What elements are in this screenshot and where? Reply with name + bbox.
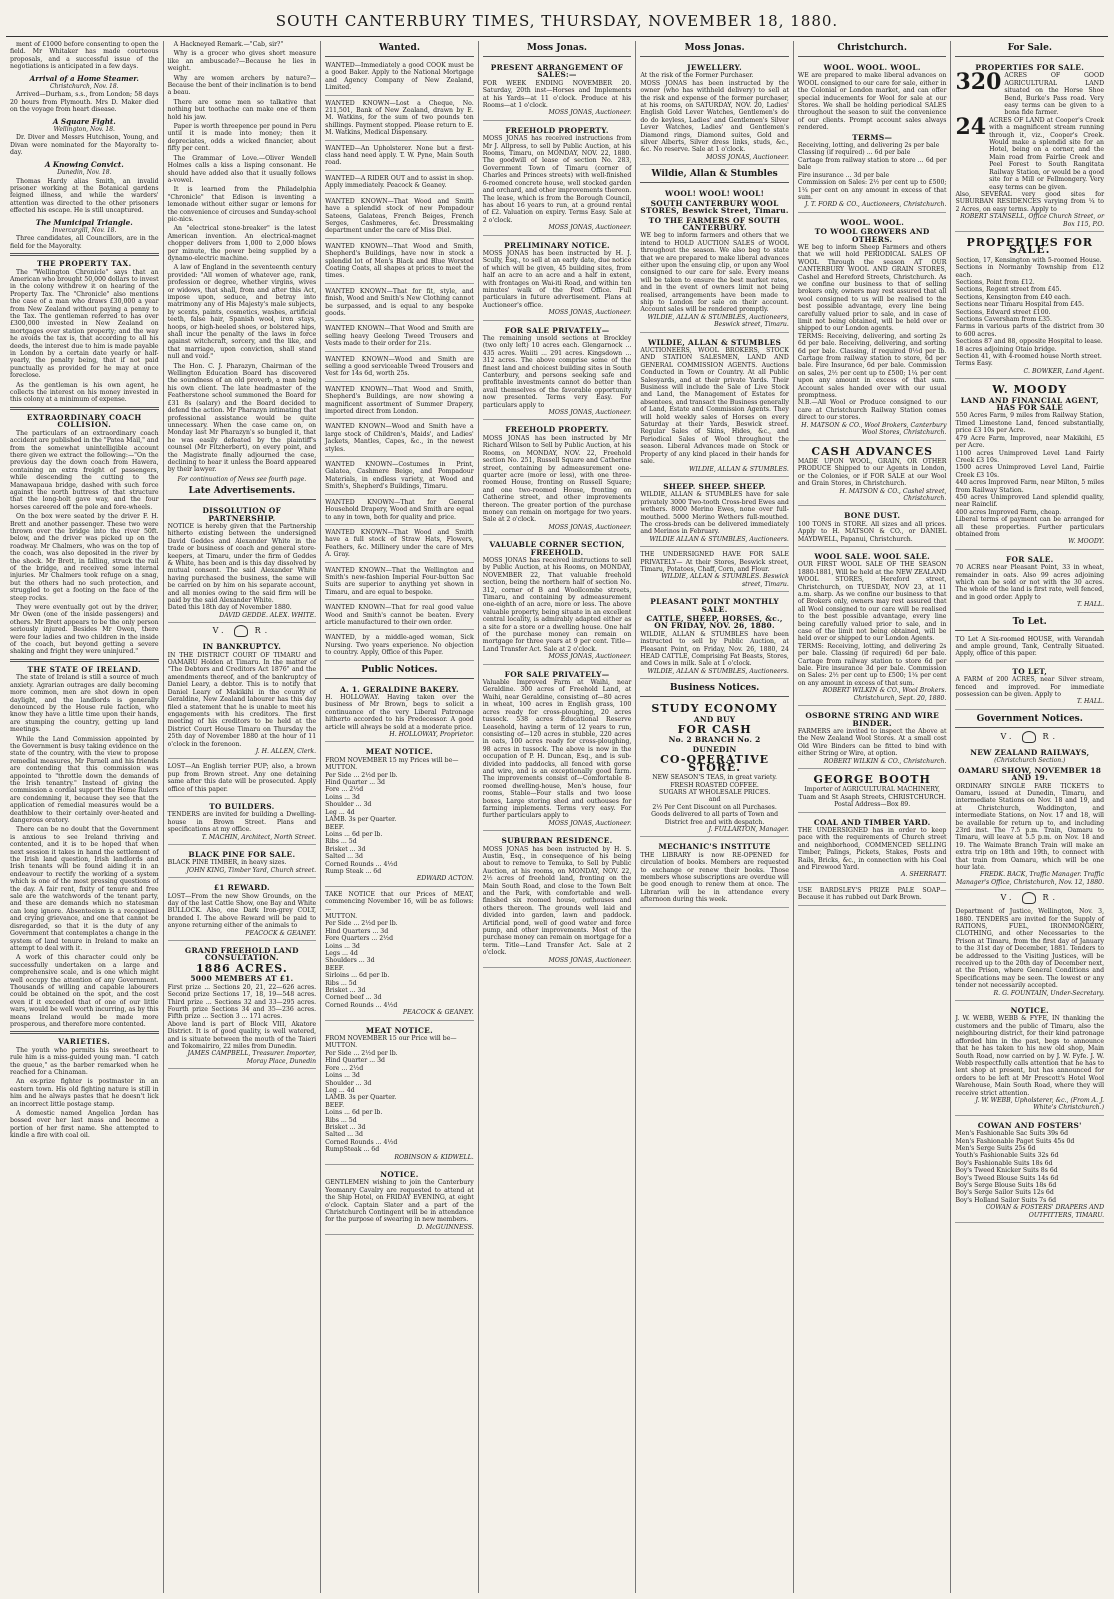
auction-ad-title: FOR SALE PRIVATELY— bbox=[504, 325, 610, 335]
ad-matson-wool: WOOL. WOOL. TO WOOL GROWERS AND OTHERS. WE beg to inform Sheep Farmers and others that we will hold PERIODICAL SALES OF WOOL Through the season AT OUR CANTERBURY WOOL AND GRAIN STORES, Cashel and Hereford Streets, Christchurch. As we confine our business to that of selling brokers only, owners may rest assured that all wool consigned to us will be realised to the best possible advantage, every line being carefully valued prior to sale, and in case of limit not being obtained, will be held over or shipped to our London agents. TERMS: Receiving, delivering, and sorting 2s 6d per bale. Receiving, delivering, and sorting 6d per bale. Classing, if required 0½d per lb. Cartage from railway station to store, 6d per bale. Fire Insurance, 6d per bale. Commission on sales, 2½ per cent up to £500; 1¼ per cent upon any amount in excess of that sum. Account sales handed over with our usual promptness. N.B.—All Wool or Produce consigned to our care at Christchurch Railway Station comes direct to our stores. H. MATSON & CO., Wool Brokers, Canterbury Wool Stores, Christchurch. bbox=[798, 215, 947, 441]
paragraph: The particulars of an extraordinary coach accident are published in the "Patea Mail," and from the somewhat unintelligible account there given we extract the following:—"On the previous day the down coach from Hawera, containing an extra freight of passengers, while descending the cutting to the Manawapaua bridge, dashed with such force against the north buttress of that structure that the long-bolt gave way, and the four horses careered off the pole and fore-wheels. bbox=[10, 429, 159, 511]
ad-sheep: SHEEP. SHEEP. SHEEP. WILDIE, ALLAN & STUMBLES have for sale privately 3000 Two-tooth Cross-bred Ewes and wethers. 8000 Merino Ewes, none over full-mouthed. 5000 Merino Wethers full-mouthed. The cross-breds can be delivered immediately and Merinos in February. WILDIE ALLAN & STUMBLES, Auctioneers. bbox=[640, 479, 789, 547]
ad-wool-stores: WOOL! WOOL! WOOL! SOUTH CANTERBURY WOOL STORES, Beswick Street, Timaru. TO THE FARMERS OF SOUTH CANTERBURY. WE beg to inform farmers and others that we intend to HOLD AUCTION SALES of WOOL throughout the season. We also beg to state that we are prepared to make liberal advances either upon the ensuing clip, or upon any Wool consigned to our care for sale. Every means will be taken to ensure the best market rates, and in the event of owners limit not being realised, arrangements have been made to ship to London for sale on their account. Account sales will be rendered promptly. WILDIE, ALLAN & STUMBLES, Auctioneers, Beswick street, Timaru. bbox=[640, 186, 789, 332]
auction-ad-body: MOSS JONAS has been instructed by H. S. Austin, Esq., in consequence of his being about to remove to Temuka, to Sell by Public Auction, at his rooms, on MONDAY, NOV. 22, 2½ acres of freehold land, fronting on the Main South Road, and close to the Town Belt and the Park, with comfortable and well-finished six roomed house, outhouses and others thereon. The grounds well laid and divided into garden, lawn and paddock. Artificial pond, well of good water and force pump, and other improvements. Most of the purchase money can remain on mortgage for a term. Title—Land Transfer Act. Sale at 2 o'clock. bbox=[482, 845, 632, 957]
jotting-paragraph: It is learned from the Philadelphia "Chronicle" that Edison is inventing a lemonade without either sugar or lemons for the convenience of circuses and Sunday-school pic-nics. bbox=[167, 186, 317, 223]
jotting-paragraph: A law of England in the seventeenth century provided: "All women of whatever age, rank, profession or degree, whether virgins, wives or widows, that shall, from and after this Act, impose upon, seduce, and betray into matrimony any of His Majesty's male subjects, by scents, paints, cosmetics, washes, artificial teeth, false hair, Spanish wool, iron stays, hoops, or high-heeled shoes, or bolstered hips, shall incur the penalty of the laws in force against witchcraft, sorcery, and the like, and that marriage, upon conviction, shall stand null and void." bbox=[167, 264, 317, 361]
ad-osborne-binder: OSBORNE STRING AND WIRE BINDER. FARMERS are invited to inspect the Above at the New Zealand Wool Stores. At a small cost Old Wire Binders can be fitted to bind with either String or Wire, at option. ROBERT WILKIN & CO., Christchurch. bbox=[798, 708, 947, 769]
ireland-body bbox=[10, 674, 159, 1028]
christchurch-header: Christchurch. bbox=[798, 41, 947, 57]
section-text: Three candidates, all Councillors, are in the field for the Mayoralty. bbox=[10, 235, 159, 250]
ad-yeomanry: NOTICE. GENTLEMEN wishing to join the Canterbury Yeomanry Cavalry are requested to attend at the Ship Hotel, on FRIDAY EVENING, at eight o'clock. Captain Slater and a part of the Christchurch Contingent will be in attendance for the purpose of swearing in new members. D. McGUINNESS. bbox=[325, 1167, 474, 1235]
auction-ad-title: FREEHOLD PROPERTY. bbox=[505, 125, 609, 135]
wanted-ad-text: WANTED KNOWN—Wood and Smith have a large stock of Children's, Maids', and Ladies' Jackets, Mantles, Capes, &c., in the newest styles. bbox=[325, 423, 474, 453]
royal-arms-3: V. R. bbox=[1000, 893, 1060, 903]
section-dateline: Invercargill, Nov. 18. bbox=[52, 226, 117, 234]
paragraph: They were eventually got out by the driver, Mr Owen (one of the inside passengers) and others. Mr Brett appears to be the only person seriously injured. Besides Mr Owen, there were four ladies and two children in the inside of the coach, but beyond getting a severe shaking and fright they were uninjured." bbox=[10, 604, 159, 656]
ad-bone-dust: BONE DUST. 100 TONS in STORE. All sizes and all prices. Apply to H. MATSON & CO., or DANIEL MAYDWELL, Papanui, Christchurch. bbox=[798, 508, 947, 547]
paragraph: There can be no doubt that the Government is anxious to see Ireland thriving and contented, and it is to be hoped that when next session it takes in hand the settlement of the Irish land question, Irish landlords and Irish tenants will be found aiding it in an endeavour to rectify the working of a system which is one of the most pressing questions of the day. A fair rent, fixity of tenure and free sale are the watchwords of the tenant party, and these are demands which no statesman can long ignore. Absenteeism is a recognised and crying grievance, and one that cannot be disregarded, so that it is the duty of any Government that contemplates a change in the system of land tenure in Ireland to make an attempt to deal with it. bbox=[10, 826, 159, 952]
ad-hall-sale: FOR SALE. 70 ACRES near Pleasant Point, 33 in wheat, remainder in oats. Also 99 acres adjoining which can be sold or not with the 30 acres. The whole of the land is first rate, well fenced, and in good order. Apply to T. HALL. bbox=[955, 552, 1104, 613]
intro-text: ment of £1000 before consenting to open the field. Mr Whitaker has made courteous proposals, and a successful issue of the negotiations is anticipated in a few days. bbox=[10, 41, 159, 71]
auction-ad bbox=[483, 60, 632, 121]
wanted-ad-text: WANTED—A RIDER OUT and to assist in shop. Apply immediately. Peacock & Geaney. bbox=[325, 174, 474, 190]
wanted-ad bbox=[325, 459, 474, 495]
wanted-ad-text: WANTED KNOWN—That for General Household Drapery, Wood and Smith are equal to any in town, both for quality and price. bbox=[325, 498, 474, 521]
paragraph: A domestic named Angelica Jordan has bossed over her last mass and become a portion of her first name. She attempted to kindle a fire with coal oil. bbox=[10, 1110, 159, 1140]
royal-arms: V. R. bbox=[212, 626, 272, 636]
ad-ford-wool: WOOL. WOOL. WOOL. WE are prepared to make liberal advances on WOOL consigned to our care for sale, either in the Colonial or London market, and can offer special inducements for Wool for sale at our Stores. We shall be holding periodical SALES throughout the season to suit the convenience of our clients. Prompt account sales always rendered. TERMS— Receiving, lotting, and delivering 2s per bale Classing (if required) ... 6d per bale Cartage from railway station to store ... 6d per bale Fire insurance ... 3d per bale Commission on Sales: 2½ per cent up to £500; 1¼ per cent on any amount in excess of that sum. J. T. FORD & CO., Auctioneers, Christchurch. bbox=[798, 60, 947, 213]
coach-body bbox=[10, 430, 159, 656]
paragraph: The state of Ireland is still a source of much anxiety. Agrarian outrages are daily becoming more common, men are shot down in open daylight, and the landlords is generally denounced by the House rule faction, who know they have a little time upon their hands, are stumping the country, getting up land meetings. bbox=[10, 674, 159, 734]
moss-jonas-header-2: Moss Jonas. bbox=[640, 41, 789, 57]
wanted-ad bbox=[325, 565, 474, 601]
section-dateline: Wellington, Nov. 18. bbox=[53, 126, 115, 134]
wanted-ad-text: WANTED KNOWN—That Wood and Smith have a splendid stock of new Pompadour Sateens, Galateas, French Beiges, French Serges, Cashmeres, &c. Dressmaking department under the care of Miss Diel. bbox=[325, 197, 474, 235]
crest-icon bbox=[1022, 892, 1036, 904]
column-7 bbox=[951, 41, 1108, 1593]
wanted-ad-text: WANTED KNOWN—That the Wellington and Smith's new-fashion Imperial Four-button Sac Suits are superior to anything yet shown in Timaru, and are equal to bespoke. bbox=[325, 566, 474, 596]
wanted-ad-text: WANTED—Immediately a good COOK must be a good Baker. Apply to the National Mortgage and Agency Company of New Zealand, Limited. bbox=[325, 62, 474, 92]
auction-ad-title: SUBURBAN RESIDENCE. bbox=[501, 836, 613, 846]
public-notices-header: Public Notices. bbox=[325, 663, 474, 679]
auction-ad-title: FOR SALE PRIVATELY— bbox=[504, 669, 610, 679]
varieties-title: VARIETIES. bbox=[58, 1037, 111, 1047]
column-3 bbox=[321, 41, 479, 1593]
auction-ad-body: MOSS JONAS has been instructed by Mr Richard Wilson to Sell by Public Auction, at his Rooms, on MONDAY, NOV. 22, Freehold section No. 251, Russell Square and Catherine street, containing by admeasurement one-quarter acre (more or less), with one three-roomed House, fronting on Russell Square; and one two-roomed House, fronting on Catherine street, and other improvements thereon. The greater portion of the purchase money can remain on mortgage for two years. Sale at 2 o'clock. bbox=[482, 434, 632, 524]
wanted-ad bbox=[325, 98, 474, 141]
ad-lost-pup: LOST—An English terrier PUP; also, a brown pup from Brown street. Any one detaining same after this date will be prosecuted. Apply office of this paper. bbox=[168, 761, 317, 797]
ad-to-let-farm: TO LET, A FARM of 200 ACRES, near Silver stream, fenced and improved. For immediate possession can be given. Apply to T. HALL. bbox=[955, 664, 1104, 710]
auction-ad bbox=[483, 422, 632, 535]
telegram-sections bbox=[10, 75, 159, 251]
section-title: Arrival of a Home Steamer. bbox=[29, 73, 139, 83]
wildie-header: Wildie, Allan & Stumbles bbox=[640, 167, 789, 183]
column-1 bbox=[6, 41, 164, 1593]
wanted-ad-text: WANTED KNOWN—That Wood and Smith, Shepherd's Buildings, are now showing a magnificent assortment of Summer Drapery, imported direct from London. bbox=[325, 385, 474, 416]
ad-bowker-properties: PROPERTIES FOR SALE. Section, 17, Kensington with 5-roomed House. Sections in Normanby Township from £12 each. Sections, Point from £12. Sections, Regent street from £45. Sections, Kensington from £40 each. Sections near Timaru Hospital from £45. Sections, Edward street £100. Sections Caversham from £35. Farms in various parts of the district from 30 to 600 acres. Sections 87 and 88, opposite Hospital to lease. 18 acres adjoining Otaio bridge. Section 41, with 4-roomed house North street. Terms Easy. C. BOWKER, Land Agent. bbox=[955, 234, 1104, 379]
auction-ad-signature: MOSS JONAS, Auctioneer. bbox=[548, 409, 632, 417]
auction-ad-body: MOSS JONAS has received instructions from Mr J. Allpress, to sell by Public Auction, at his Rooms, Timaru, on MONDAY, NOV. 22, 1880. The goodwill of lease of section No. 283, Government Town of Timaru (corner of Charles and Princes streets) with well-finished 6-roomed concrete house, well stocked garden and orchard, and other improvements thereon. The lease, which is from the Borough Council, has about 16 years to run, at a ground rental of £2. Valuation on expiry. Terms Easy. Sale at 2 o'clock. bbox=[482, 135, 632, 224]
wanted-ad bbox=[325, 286, 474, 322]
paragraph: As the gentleman is his own agent, he collects the interest on his money invested in this colony at a minimum of expense. bbox=[10, 381, 159, 404]
wanted-ad bbox=[325, 527, 474, 563]
continuation-note: For continuation of News see fourth page. bbox=[177, 475, 307, 483]
ad-grand-consultation: GRAND FREEHOLD LAND CONSULTATION. 1886 ACRES. 5000 MEMBERS AT £1. First prize ... Sections 20, 21, 22—626 acres. Second prize Sections 17, 18, 19—548 acres. Third prize ... Sections 32 and 33—295 acres. Fourth prize Sections 34 and 35—236 acres. Fifth prize ... Section 3 ... 171 acres. Above land is part of Block VIII, Akatore District. It is of good quality, is well watered, and is situate between the mouth of the Taieri and Tokomairiro, 22 miles from Dunedin. JAMES CAMPBELL, Treasurer. Importer, Moray Place, Dunedin bbox=[168, 943, 317, 1069]
wanted-ad bbox=[325, 602, 474, 630]
crest-icon bbox=[234, 625, 248, 637]
wanted-ad bbox=[325, 384, 474, 420]
ad-mechanics-institute: MECHANIC'S INSTITUTE THE LIBRARY is now RE-OPENED for circulation of books. Members are requested to exchange or renew their books. Those members whose subscriptions are overdue will be good enough to renew them at once. The Librarian will be in attendance every afternoon during this week. bbox=[640, 839, 789, 907]
wanted-ad bbox=[325, 421, 474, 457]
wanted-ad-text: WANTED, by a middle-aged woman, Sick Nursing. Two years experience. No objection to country. Apply, Office of this Paper. bbox=[325, 634, 474, 657]
ad-meat-robinson: MEAT NOTICE. FROM NOVEMBER 15 our Price will be— MUTTON. Per Side ... 2½d per lb. Hind Quarter ... 3d Fore ... 2½d Loins ... 3d Shoulder ... 3d Leg ... 4d LAMB. 3s per Quarter. BEEF. Loins ... 6d per lb. Ribs ... 5d Brisket ... 3d Salted ... 3d Corned Rounds ... 4½d RumpSteak ... 6d ROBINSON & KIDWELL. bbox=[325, 1023, 474, 1165]
auction-ad bbox=[483, 537, 632, 665]
auction-ad-signature: MOSS JONAS, Auctioneer. bbox=[548, 309, 632, 317]
auction-ad-body: FOR WEEK ENDING NOVEMBER 20. Saturday, 20th inst—Horses and Implements at his Yards—at 11 o'clock. Produce at his Rooms—at 1 o'clock. bbox=[482, 79, 632, 110]
wanted-ads bbox=[325, 60, 474, 661]
auction-ad-title: FREEHOLD PROPERTY. bbox=[505, 425, 609, 435]
wanted-ad-text: WANTED—An Upholsterer. None but a first-class hand need apply. T. W. Pyne, Main South road. bbox=[325, 144, 474, 167]
wanted-ad bbox=[325, 196, 474, 239]
jotting-paragraph: A Hackneyed Remark.—"Cab, sir?" bbox=[173, 41, 284, 48]
auction-ad bbox=[483, 833, 632, 968]
auction-ad-title: PRELIMINARY NOTICE. bbox=[504, 240, 610, 250]
paragraph: While the Land Commission appointed by the Government is busy taking evidence on the state of the country, with the view to propose remedial measures, Mr Parnell and his friends are contending that this commission was appointed to "throttle down the demands of the Irish tenantry." Instead of giving the commission a cordial support the Home Rulers are condemning it, because they see that the application of remedial measures would be a deathblow to their certainly over-heated and dangerous oratory. bbox=[10, 735, 159, 824]
ad-coal-timber: COAL AND TIMBER YARD. THE UNDERSIGNED has in order to keep pace with the requirements of Church street and neighborhood, COMMENCED SELLING Timber, Palings, Pickets, Stakes, Posts and Rails, Bricks, &c., in connection with his Coal and Firewood Yard. A. SHERRATT. bbox=[798, 815, 947, 883]
ad-jewellery: JEWELLERY. At the risk of the Former Purchaser. MOSS JONAS has been instructed by the owner (who has withheld delivery) to sell at the risk and expense of the former purchaser, at his rooms, on SATURDAY, NOV. 20, Ladies' English Gold Lever Watches, Gentlemen's do do do keyless, Ladies' and Gentlemen's Silver Lever Watches, Ladies' and Gentlemen's Diamond rings, Diamond suites, Gold and silver Alberts, Silver dress links, studs, &c., &c. No reserve. Sale at 1 o'clock. MOSS JONAS, Auctioneer. bbox=[640, 60, 789, 165]
crest-icon bbox=[1022, 731, 1036, 743]
auction-ad-signature: MOSS JONAS, Auctioneer. bbox=[548, 956, 632, 964]
section-title: A Knowing Convict. bbox=[44, 159, 124, 169]
paragraph: A work of this character could only be successfully undertaken on a large and comprehensive scale, and is one which might well occupy the attention of any Government. Thousands of willing and capable labourers could be obtained on the spot, and the cost even if it exceeded that of one of our little wars, would be well worth incurring, as by this means Ireland would be made more prosperous, and therefore more contented. bbox=[10, 954, 159, 1028]
wanted-ad-text: WANTED KNOWN—That Wood and Smith have a full stock of Straw Hats, Flowers, Feathers, &c. Millinery under the care of Mrs A. Gray. bbox=[325, 528, 474, 559]
ad-soap: USE BARDSLEY'S PRIZE PALE SOAP—Because it has rubbed out Dark Brown. bbox=[798, 885, 947, 906]
coach-title: EXTRAORDINARY COACH COLLISION. bbox=[26, 412, 142, 430]
auction-ad bbox=[483, 123, 632, 236]
auction-ad-signature: MOSS JONAS, Auctioneer. bbox=[548, 523, 632, 531]
jottings bbox=[168, 41, 317, 474]
column-2 bbox=[164, 41, 322, 1593]
section-title: A Square Fight. bbox=[52, 116, 116, 126]
business-notices-header: Business Notices. bbox=[640, 681, 789, 697]
ad-george-booth: GEORGE BOOTH Importer of AGRICULTURAL MACHINERY, Tuam and St Asaph Streets, CHRISTCHURCH. Postal Address—Box 89. bbox=[798, 771, 947, 813]
government-notices-header: Government Notices. bbox=[955, 712, 1104, 728]
moss-jonas-ads bbox=[483, 60, 632, 968]
auction-ad-signature: MOSS JONAS, Auctioneer. bbox=[548, 109, 632, 117]
divider bbox=[10, 407, 159, 410]
paragraph: The "Wellington Chronicle" says that an American who brought 50,000 dollars to invest in the colony withdrew it on hearing of the Property Tax. The "Chronicle" also mentions the case of a man who draws £30,000 a year from New Zealand without paying a penny to the Tax. The gentleman referred to has over £300,000 invested in New Zealand on mortgages over station property; and the way he avoids the tax is, that according to all his deeds, the interest due to him is made payable in London by a certain date yearly or half-yearly, the penalty being, that if not paid punctually as provided for he may at once foreclose. bbox=[10, 268, 159, 380]
ad-stansell-properties: PROPERTIES FOR SALE. 320 ACRES OF GOOD AGRICULTURAL LAND situated on the Horse Shoe Bend, Burke's Pass road. Very easy terms can be given to a bona fide farmer. 24 ACRES OF LAND at Cooper's Creek with a magnificent stream running through it, viz., Cooper's Creek. Would make a splendid site for an Hotel, being on a corner, and the Main road from Fairlie Creek and Peel Forest to South Rangitata Railway Station, or would be a good site for a Mill or Fellmongery. Very easy terms can be given. Also, SEVERAL very good sites for SUBURBAN RESIDENCES varying from ¼ to 2 Acres, on easy terms. Apply to ROBERT STANSELL, Office Church Street, or Box 115, P.O. bbox=[955, 60, 1104, 232]
jotting-paragraph: Paper is worth threepence per pound in Peru until it is made into money; then it depreciates, odds a wicked financier, about fifty per cent. bbox=[167, 123, 317, 153]
ad-produce: THE UNDERSIGNED HAVE FOR SALE PRIVATELY— At their Stores, Beswick street, Timaru, Potatoes, Chaff, Corn, and Flour. WILDIE, ALLAN & STUMBLES. Beswick street, Timaru. bbox=[640, 549, 789, 592]
ad-bankruptcy: IN BANKRUPTCY. IN THE DISTRICT COURT OF TIMARU and OAMARU Holden at Timaru. In the matter of "The Debtors and Creditors Act 1876" and the amendments thereof, and of the bankruptcy of Daniel Leary, a debtor. This is to notify that Daniel Leary of Makikihi in the county of Geraldine, New Zealand labourer has this day filed a statement that he is unable to meet his engagements with his creditors. The first meeting of his creditors to be held at the District Court House Timaru on Thursday the 25th day of November 1880 at the hour of 11 o'clock in the forenoon. J. H. ALLEN, Clerk. bbox=[168, 639, 317, 759]
auction-ad bbox=[483, 238, 632, 321]
varieties-body bbox=[10, 1047, 159, 1140]
ireland-title: THE STATE OF IRELAND. bbox=[27, 664, 142, 674]
section-dateline: Dunedin, Nov. 18. bbox=[57, 169, 112, 177]
ad-railways: NEW ZEALAND RAILWAYS, (Christchurch Section.) OAMARU SHOW, NOVEMBER 18 AND 19. ORDINARY SINGLE FARE TICKETS to Oamaru, issued at Dunedin, Timaru, and intermediate Stations on Nov. 18 and 19, and at Christchurch, Waddington, and intermediate Stations, on Nov. 17 and 18, will be available for return up to, and including 23rd inst. The 7.5 p.m. Train, Oamaru to Timaru, will leave at 5.5 p.m. on Nov. 18 and 19. The Waimate Branch Train will make an extra trip on 18th and 19th, to connect with that train from Oamaru, which will be one hour late. FREDK. BACK, Traffic Manager. Traffic Manager's Office, Christchurch, Nov. 12, 1880. bbox=[955, 745, 1104, 890]
divider bbox=[10, 253, 159, 256]
auction-ad-body: MOSS JONAS has been instructed by H. J. Scully, Esq., to sell at an early date, due notice of which will be given, 45 building sites, from half an acre to an acre and a half in extent, with frontages on Wai-iti Road, and within ten minutes' walk of the Post Office. Full particulars in future advertisement. Plans at Auctioneer's office. bbox=[482, 249, 632, 309]
ad-to-let-house: TO Let A Six-roomed HOUSE, with Verandah and ample ground, Tank, Centrally Situated. Apply, office of this paper. bbox=[955, 634, 1104, 662]
divider bbox=[10, 1031, 159, 1034]
wanted-ad bbox=[325, 241, 474, 284]
wanted-ad-text: WANTED KNOWN—Wood and Smith are selling a good serviceable Tweed Trousers and Vest for 14s 6d, worth 25s. bbox=[325, 355, 474, 378]
divider bbox=[10, 659, 159, 662]
ad-pleasant-point: PLEASANT POINT MONTHLY SALE. CATTLE, SHEEP, HORSES, &c., ON FRIDAY, NOV. 26, 1880. WILDIE, ALLAN & STUMBLES have been instructed to sell by Public Auction, at Pleasant Point, on Friday, Nov. 26, 1880, 24 HEAD CATTLE, Comprising Fat Beasts, Stores, and Cows in milk. Sale at 1 o'clock. WILDIE, ALLAN & STUMBLES, Auctioneers. bbox=[640, 594, 789, 679]
wanted-ad-text: WANTED KNOWN—Costumes in Print, Galatea, Cashmere Beige, and Pompadour Materials, in endless variety, at Wood and Smith's, Shepherd's Buildings, Timaru. bbox=[325, 461, 474, 491]
auction-ad-title: PRESENT ARRANGEMENT OF SALES:— bbox=[490, 63, 624, 80]
wanted-ad-text: WANTED KNOWN—That for fit, style, and finish, Wood and Smith's New Clothing cannot be surpassed, and is equal to any bespoke goods. bbox=[325, 287, 474, 317]
ad-wool-sale: WOOL SALE. WOOL SALE. OUR FIRST WOOL SALE OF THE SEASON 1880-1881, Will be held at the NEW ZEALAND WOOL STORES, Hereford street, Christchurch, on TUESDAY, NOV 23, at 11 a.m. sharp. As we confine our business to that of Brokers only, owners may rest assured that all Wool consigned to our care will be realised to the best possible advantage, every line being carefully valued prior to sale, and in case of the limit not being obtained, will be held over or shipped to our London Agents. TERMS: Receiving, lotting, and delivering 2s per bale. Classing (if required) 6d per bale. Cartage from railway station to store 6d per bale. Fire insurance 3d per bale. Commission on Sales: 2½ per cent up to £500; 1¼ per cent on any amount in excess of that sum. ROBERT WILKIN & CO., Wool Brokers. Christchurch, Sept. 20, 1880. bbox=[798, 549, 947, 706]
late-ads-header: Late Advertisements. bbox=[168, 484, 317, 500]
ad-black-pine: BLACK PINE FOR SALE. BLACK PINE TIMBER, in heavy sizes. JOHN KING, Timber Yard, Church street. bbox=[168, 847, 317, 878]
masthead: SOUTH CANTERBURY TIMES, THURSDAY, NOVEMBER 18, 1880. bbox=[6, 6, 1108, 37]
ad-meat-acton: MEAT NOTICE. FROM NOVEMBER 15 my Prices will be— MUTTON. Per Side ... 2½d per lb. Hind Quarter ... 3d Fore ... 2½d Loins ... 3d Shoulder ... 3d Leg ... 4d LAMB. 3s per Quarter. BEEF. Loins ... 6d per lb. Ribs ... 5d Brisket ... 3d Salted ... 3d Corned Rounds ... 4½d Rump Steak ... 6d EDWARD ACTON. bbox=[325, 744, 474, 886]
ad-webb: NOTICE. J. W. WEBB, WEBB & FYFE, IN thanking the customers and the public of Timaru, also the neighbouring district, for their kind patronage afforded him in the past, begs to announce that he has taken to his new old shop, Main South Road, now carried on by J. W. Fyfe. J. W. Webb respectfully calls attention that he has to lent shop at present, but has announced for orders to be left at Mr Prescott's Hotel Wool Warehouse, Main South Road, where they will receive strict attention. J. W. WEBB, Upholsterer, &c., (From A. J. White's Christchurch.) bbox=[955, 1003, 1104, 1116]
wanted-ad bbox=[325, 323, 474, 351]
wanted-ad bbox=[325, 354, 474, 382]
column-6 bbox=[794, 41, 952, 1593]
auction-ad bbox=[483, 323, 632, 421]
ad-moody: W. MOODY LAND AND FINANCIAL AGENT, HAS FOR SALE 550 Acres Farm, 9 miles from Railway Station, Timed Limestone Land, fenced substantially, price £3 10s per Acre. 479 Acre Farm, Improved, near Makikihi, £5 per Acre. 1100 acres Unimproved Level Land Fairly Creek £3 10s. 1500 acres Unimproved Level Land, Fairlie Creek £3 10s. 440 acres Improved Farm, near Milton, 5 miles from Railway Station. 450 acres Unimproved Land splendid quality, near Rainclif. 400 acres Improved Farm, cheap. Liberal terms of payment can be arranged for all these properties. Further particulars obtained from W. MOODY. bbox=[955, 381, 1104, 550]
wanted-ad-text: WANTED KNOWN—That Wood and Smith, Shepherd's Buildings, have now in stock a splendid lot of Men's Black and Blue Worsted Coating Coats, all shapes at prices to meet the times. bbox=[325, 242, 474, 280]
auction-ad-title: VALUABLE CORNER SECTION, FREEHOLD. bbox=[489, 540, 625, 557]
paragraph: The youth who permits his sweetheart to rule him is a miss-guided young man. "I catch the queue," as the barber remarked when he reached for a Chinaman. bbox=[10, 1046, 159, 1076]
section-text: Dr. Diver and Messrs Hutchison, Young, and Divan were nominated for the Mayoralty to-day. bbox=[10, 134, 159, 157]
section-text: Thomas Hardy alias Smith, an invalid prisoner working at the Botanical gardens feigned illness, and while the warders' attention was directed to the other prisoners effected his escape. He is still uncaptured. bbox=[10, 177, 159, 215]
wanted-ad bbox=[325, 173, 474, 194]
ad-cowan-fosters: COWAN AND FOSTERS' Men's Fashionable Sac Suits 39s 6d Men's Fashionable Paget Suits 45s 0d Men's Serge Suits 25s 6d Youth's Fashionable Suits 32s 6d Boy's Fashionable Suits 18s 6d Boy's Tweed Knicker Suits 8s 6d Boy's Tweed Blouse Suits 14s 6d Boy's Serge Blouse Suits 18s 6d Boy's Serge Sailor Suits 12s 6d Boy's Holland Sailor Suits 7s 6d COWAN & FOSTERS' DRAPERS AND OUTFITTERS, TIMARU. bbox=[955, 1118, 1104, 1223]
jotting-paragraph: An "electrical stone-breaker" is the latest American invention. An electrical-magnet chopper delivers from 1,000 to 2,000 blows per minute, the power being supplied by a dynamo-electric machine. bbox=[167, 225, 317, 262]
ad-dissolution: DISSOLUTION OF PARTNERSHIP. NOTICE is hereby given that the Partnership hitherto existing between the undersigned David Geddes and Alexander White in the trade or business of coach and general store-keepers, at Timaru, under the firm of Geddes & White, has been and is this day dissolved by mutual consent. The said Alexander White having purchased the business, the same will be carried on by him on his separate account, and all monies owing to the said firm will be paid by the said Alexander White. Dated this 18th day of November 1880. DAVID GEDDE. ALEX. WHITE. bbox=[168, 503, 317, 623]
ad-cash-advances: CASH ADVANCES MADE UPON WOOL, GRAIN, OR OTHER PRODUCE Shipped to our Agents in London, or the Colonies, or if FOR SALE at our Wool and Grain Stores, in Christchurch. H. MATSON & CO., Cashel street, Christchurch. bbox=[798, 443, 947, 507]
auction-ad-signature: MOSS JONAS, Auctioneer. bbox=[548, 819, 632, 827]
jotting-paragraph: The Hon. C. J. Pharazyn, Chairman of the Wellington Education Board has discovered the soundness of an old proverb, a man being his own client. The late headmaster of the Featherstone school summoned the Board for £31 8s (salary) and the Board decided to defend the action. Mr Pharazyn intimating that professional assistance would be quite unnecessary. When the case came on, on Monday last Mr Pharazyn's so bungled it, that he was easily defeated by the plaintiff's counsel (Mr Fitzherbert), on every point, and the Magistrate finally adjourned the case, declining to hear it unless the Board appeared by their lawyer. bbox=[167, 362, 317, 474]
property-tax-body bbox=[10, 269, 159, 404]
ad-wildie-auctioneers: WILDIE, ALLAN & STUMBLES AUCTIONEERS, WOOL BROKERS, STOCK AND STATION SALESMEN, LAND AND GENERAL COMMISSION AGENTS. Auctions Conducted in Town or Country. At all Public Salesyards, and at their private Yards. Their Business will include the Sale of Live Stock and Land, the Management of Estates for absentees, and transact the Business generally of Land, Estate and Commission Agents. They will hold weekly sales of Horses on every Saturday at their Yards, Beswick street. Regular Sales of Skins, Hides, &c., and Periodical Sales of Wool throughout the season. Liberal Advances made on Stock or Property of any kind placed in their hands for sale. WILDIE, ALLAN & STUMBLES. bbox=[640, 335, 789, 477]
ad-meat-peacock: TAKE NOTICE that our Prices of MEAT, commencing November 16, will be as follows:— MUTTON. Per Side ... 2½d per lb. Hind Quarters ... 3d Fore Quarters ... 2½d Loins ... 3d Legs ... 4d Shoulders ... 3d BEEF. Sirloins ... 6d per lb. Ribs ... 5d Brisket ... 3d Corned beef ... 3d Corned Rounds ... 4½d PEACOCK & GEANEY. bbox=[325, 889, 474, 1021]
wanted-ad bbox=[325, 632, 474, 660]
royal-arms-2: V. R. bbox=[1000, 731, 1060, 741]
column-5 bbox=[636, 41, 794, 1593]
section-dateline: Christchurch, Nov. 18. bbox=[49, 83, 119, 91]
ad-bakery: A. 1. GERALDINE BAKERY. H. HOLLOWAY. Having taken over the business of Mr Brown, begs to solicit a continuance of the very Liberal Patronage hitherto accorded to his Predecessor. A good article will always be sold at a moderate price. H. HOLLOWAY, Proprietor. bbox=[325, 682, 474, 743]
wanted-ad-text: WANTED KNOWN—Lost a Cheque, No. 211,501, Bank of New Zealand, drawn by E. M. Watkins, for the sum of two pounds ten shillings. Payment stopped. Please return to E. M. Watkins, Medical Dispensary. bbox=[325, 99, 474, 137]
auction-ad-body: Valuable Improved Farm at Waihi, near Geraldine. 300 acres of Freehold Land, at Waihi, near Geraldine, consisting of—80 acres in wheat, 100 acres in English grass, 100 acres ready for cross-ploughing, 20 acres tussock. 538 acres Educational Reserve Leasehold, having a term of 12 years to run, consisting of—120 acres in stubble, 220 acres in oats, 100 acres ready for cross-ploughing, 98 acres in tussock. The above is now in the occupation of P. H. Duncan, Esq., and is sub-divided into paddocks, all fenced with gorse and wire, and is an exceptionally good farm. The improvements consist of—Comfortable 8-roomed dwelling-house, Men's house, four rooms, Stable—Four stalls and two loose boxes, Large storing shed and outhouses for farming implements. Terms very easy. For further particulars apply to bbox=[482, 679, 632, 820]
ad-builders: TO BUILDERS. TENDERS are invited for building a Dwelling-house in Brown Street. Plans and specifications at my office. T. MACHIN, Architect, North Street. bbox=[168, 799, 317, 845]
section-title: The Municipal Triangle. bbox=[35, 217, 133, 227]
jotting-paragraph: The Grammar of Love.—Oliver Wendell Holmes calls a kiss a lisping consonant. He should have added also that it usually follows a-vowel. bbox=[167, 154, 317, 184]
wanted-ad-text: WANTED KNOWN—That Wood and Smith are selling heavy Geelong Tweed Trousers and Vests made to their order for 21s. bbox=[325, 325, 474, 348]
ad-justice: Department of Justice, Wellington, Nov. 3, 1880. TENDERS are invited for the Supply of RATIONS, FUEL, IRONMONGERY, CLOTHING, and other Necessaries to the Prison at Timaru, from the first day of January to the 31st day of December, 1881. Tenders to be addressed to the Visiting Justices, will be received up to the 20th day of December next, at the Prison, where General Conditions and Specifications may be seen. The lowest or any tender not necessarily accepted. R. G. FOUNTAIN, Under-Secretary. bbox=[955, 906, 1104, 1001]
auction-ad bbox=[483, 667, 632, 832]
wanted-ad-text: WANTED KNOWN—That for real good value Wood and Smith's cannot be beaten. Every article manufactured to their own order. bbox=[325, 604, 474, 626]
jotting-paragraph: There are some men so talkative that nothing but toothache can make one of them hold his jaw. bbox=[167, 98, 317, 121]
section-text: Arrived—Durham, s.s., from London; 58 days 20 hours from Plymouth. Mrs D. Maker died on the voyage from heart disease. bbox=[10, 91, 159, 114]
paragraph: An ex-prize fighter is postmaster in an eastern town. His old fighting nature is still in him and he always pastes that he doesn't lick an incorrect little postage stamp. bbox=[10, 1078, 159, 1108]
auction-ad-signature: MOSS JONAS, Auctioneer. bbox=[548, 653, 632, 661]
wanted-ad bbox=[325, 497, 474, 525]
to-let-header: To Let. bbox=[955, 615, 1104, 631]
ad-coop-store: STUDY ECONOMY AND BUY FOR CASH No. 2 BRANCH No. 2 DUNEDIN CO-OPERATIVE STORE. NEW SEASON'S TEAS, in great variety. FRESH ROASTED COFFEE. SUGARS AT WHOLESALE PRICES. and 2½ Per Cent Discount on all Purchases. Goods delivered to all parts of Town and District free and with despatch. J. FULLARTON, Manager. bbox=[640, 700, 789, 837]
moss-jonas-header: Moss Jonas. bbox=[483, 41, 632, 57]
for-sale-header: For Sale. bbox=[955, 41, 1104, 57]
jotting-paragraph: Why is a grocer who gives short measure like an ambuscade?—Because he lies in weight. bbox=[167, 50, 317, 73]
wanted-ad bbox=[325, 60, 474, 96]
jotting-paragraph: Why are women archers by nature?—Because the bent of their inclination is to bend a beau. bbox=[167, 74, 317, 97]
columns bbox=[6, 41, 1108, 1593]
paragraph: On the box were seated by the driver F. H. Brett and another passenger. These two were thrown over the bridge into the river 50ft. below, and the driver was picked up on the roadway. Mr Chalmers, who was on the top of the coach, was also deposited in the river by the shock. Mr Brett, in falling, struck the rail of the bridge, and received some internal injuries. Mr Chalmers took refuge on a snag, but the others had no such protection, and struggled to get a footing on the face of the steep rocks. bbox=[10, 513, 159, 602]
auction-ad-body: The remaining unsold sections at Brockley (two only left) 10 acres each. Glengarnock ... 435 acres. Waiiti ... 291 acres. Kingsdown ... 312 acres. The above comprise some of the finest land and choicest building sites in South Canterbury, and persons seeking safe and profitable investments cannot do better than avail themselves of the favorable opportunity now presented. Terms very Easy. For particulars apply to bbox=[482, 335, 632, 409]
auction-ad-signature: MOSS JONAS, Auctioneer. bbox=[548, 224, 632, 232]
property-tax-title: THE PROPERTY TAX. bbox=[36, 259, 132, 269]
wanted-ad bbox=[325, 143, 474, 171]
column-4 bbox=[479, 41, 637, 1593]
auction-ad-body: MOSS JONAS has received instructions to sell by Public Auction, at his Rooms, on MONDAY, NOVEMBER 22, That valuable freehold section, being the northern half of section No. 312, corner of B and Woollcombe streets, Timaru, and containing by admeasurement one-eighth of an acre, more or less. The above valuable property, being situate in an excellent central locality, is admirably adapted either as a site for a store or a dwelling house. One half of the purchase money can remain on mortgage for three years at 9 per cent. Title—Land Transfer Act. Sale at 2 o'clock. bbox=[482, 556, 632, 653]
ad-reward: £1 REWARD. LOST—From the new Show Grounds, on the day of the last Cattle Show, one Bay and White BULLOCK. Also, one Dark Iron-grey COLT, branded I. The above Reward will be paid to anyone returning either of the animals to PEACOCK & GEANEY. bbox=[168, 880, 317, 941]
wanted-header: Wanted. bbox=[325, 41, 474, 57]
